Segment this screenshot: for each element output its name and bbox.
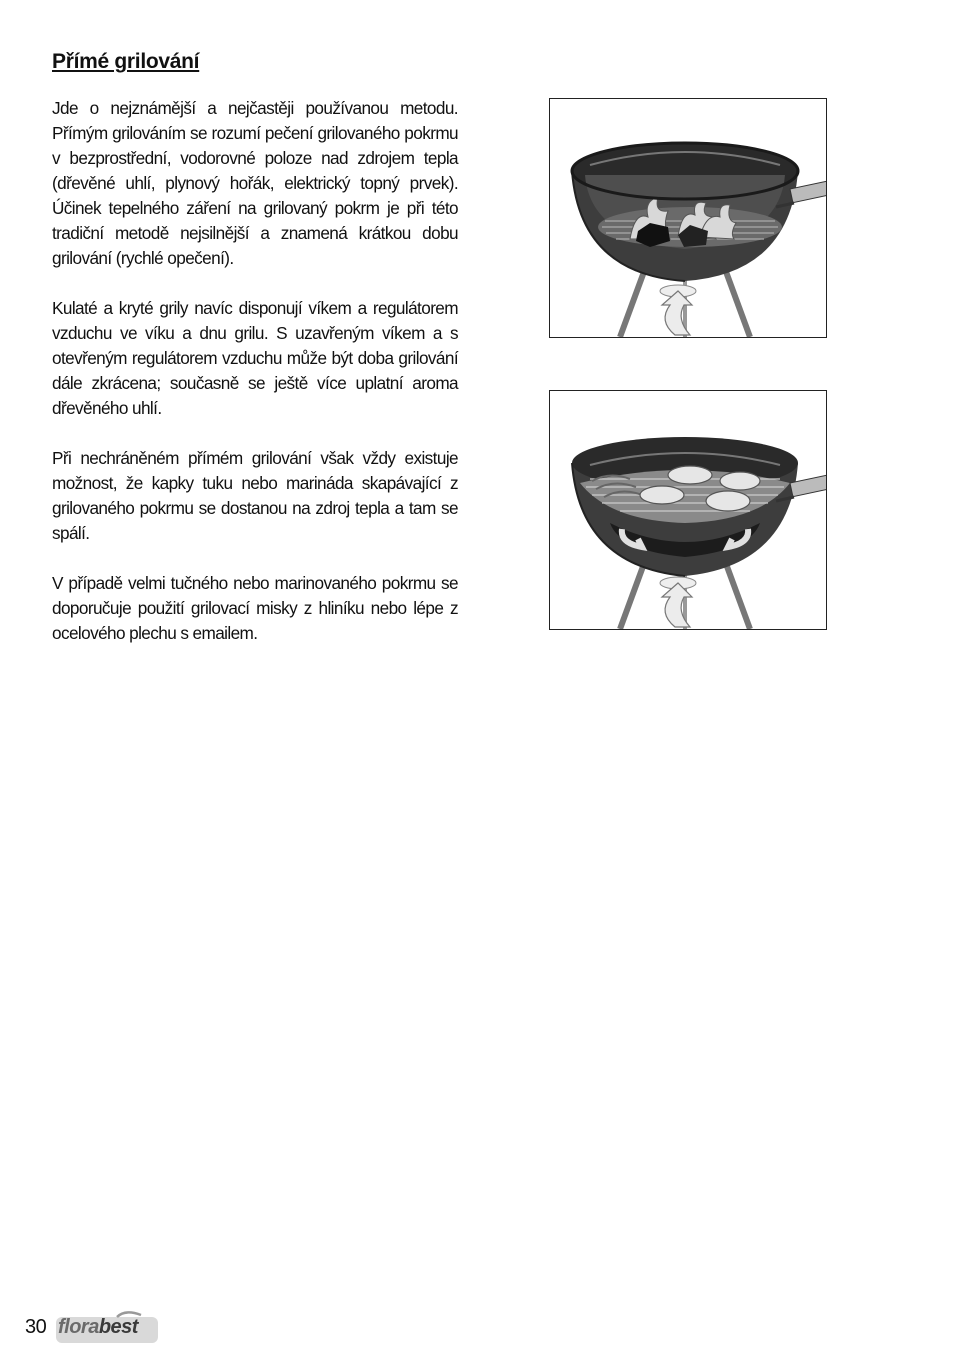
logo-text-best: best — [98, 1316, 138, 1338]
body-text — [52, 96, 458, 671]
page-number: 30 — [25, 1316, 47, 1338]
paragraph-intro: Jde o nejznámější a nejčastěji používanou metodu. Přímým grilováním se rozumí pečení grilovaného pokrmu v bezprostřední, vodorovné poloze nad zdrojem tepla (dřevěné uhlí, plynový hořák, elektrický topný prvek). Účinek tepelného záření na grilovaný pokrm je při této tradiční metodě nejsilnější a znamená krátkou dobu grilování (rychlé opečení). — [52, 98, 458, 268]
section-heading: Přímé grilování — [52, 50, 200, 73]
grill-meat-illustration — [549, 390, 827, 630]
florabest-logo — [55, 1311, 159, 1345]
paragraph-tray: V případě velmi tučného nebo marinovaného pokrmu se doporučuje použití grilovací misky z hliníku nebo lépe z ocelového plechu s emailem. — [52, 573, 458, 643]
logo-text-flora: flora — [58, 1316, 99, 1338]
paragraph-lid: Kulaté a kryté grily navíc disponují víkem a regulátorem vzduchu ve víku a dnu grilu. S uzavřeným víkem a s otevřeným regulátorem vzduchu může být doba grilování dále zkrácena; současně se ještě více uplatní aroma dřevěného uhlí. — [52, 298, 458, 418]
paragraph-drip: Při nechráněném přímém grilování však vždy existuje možnost, že kapky tuku nebo marináda skapávající z grilovaného pokrmu se dostanou na zdroj tepla a tam se spálí. — [52, 448, 458, 543]
grill-flames-illustration — [549, 98, 827, 338]
